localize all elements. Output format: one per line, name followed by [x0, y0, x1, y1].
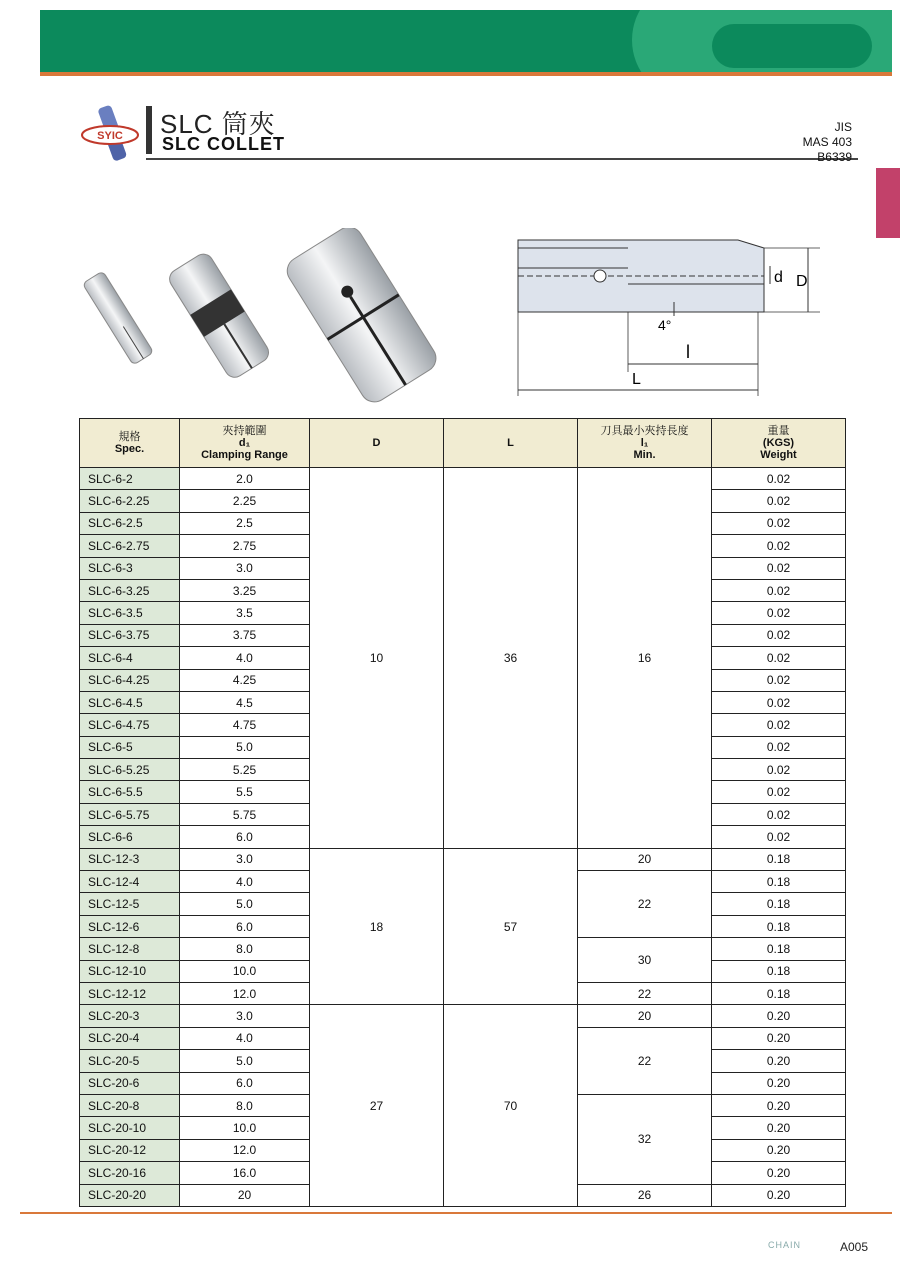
cell-range: 20 — [180, 1184, 310, 1206]
cell-weight: 0.02 — [712, 736, 846, 758]
cell-weight: 0.20 — [712, 1050, 846, 1072]
title-rule — [146, 158, 858, 160]
cell-range: 2.0 — [180, 468, 310, 490]
page-number: A005 — [840, 1240, 869, 1254]
cell-spec: SLC-20-8 — [80, 1094, 180, 1116]
cell-weight: 0.02 — [712, 602, 846, 624]
cell-weight: 0.02 — [712, 759, 846, 781]
cell-weight: 0.02 — [712, 512, 846, 534]
cell-spec: SLC-6-3.5 — [80, 602, 180, 624]
cell-weight: 0.20 — [712, 1117, 846, 1139]
dim-l1: l — [686, 342, 690, 362]
cell-spec: SLC-6-4.75 — [80, 714, 180, 736]
cell-weight: 0.20 — [712, 1027, 846, 1049]
cell-spec: SLC-12-12 — [80, 982, 180, 1004]
cell-spec: SLC-12-8 — [80, 938, 180, 960]
cell-spec: SLC-6-3.25 — [80, 579, 180, 601]
cell-spec: SLC-20-20 — [80, 1184, 180, 1206]
cell-weight: 0.02 — [712, 714, 846, 736]
cell-range: 6.0 — [180, 826, 310, 848]
cell-weight: 0.02 — [712, 781, 846, 803]
table-row — [80, 1005, 846, 1027]
table-row — [80, 468, 846, 490]
header-min-length: 刀具最小夾持長度 l₁ Min. — [578, 419, 712, 468]
page-title-en: SLC COLLET — [162, 134, 285, 154]
cell-min-length: 22 — [578, 871, 712, 938]
cell-spec: SLC-20-5 — [80, 1050, 180, 1072]
cell-min-length: 16 — [578, 468, 712, 849]
cell-weight: 0.20 — [712, 1072, 846, 1094]
cell-weight: 0.18 — [712, 848, 846, 870]
table-row — [80, 848, 846, 870]
cell-range: 3.5 — [180, 602, 310, 624]
cell-range: 3.0 — [180, 557, 310, 579]
cell-range: 3.25 — [180, 579, 310, 601]
cell-range: 6.0 — [180, 1072, 310, 1094]
cell-weight: 0.02 — [712, 579, 846, 601]
cell-spec: SLC-6-2 — [80, 468, 180, 490]
cell-weight: 0.02 — [712, 468, 846, 490]
cell-weight: 0.02 — [712, 691, 846, 713]
header-banner — [40, 10, 892, 72]
cell-range: 2.5 — [180, 512, 310, 534]
collet-photo — [80, 228, 480, 408]
cell-L: 70 — [444, 1005, 578, 1207]
cell-min-length: 20 — [578, 1005, 712, 1027]
cell-weight: 0.02 — [712, 647, 846, 669]
cell-spec: SLC-6-2.5 — [80, 512, 180, 534]
cell-min-length: 20 — [578, 848, 712, 870]
collet-drawing — [508, 226, 830, 402]
cell-spec: SLC-6-2.25 — [80, 490, 180, 512]
cell-min-length: 22 — [578, 1027, 712, 1094]
cell-D: 18 — [310, 848, 444, 1005]
footer-rule — [20, 1212, 892, 1214]
cell-spec: SLC-6-4 — [80, 647, 180, 669]
cell-weight: 0.18 — [712, 960, 846, 982]
cell-spec: SLC-20-4 — [80, 1027, 180, 1049]
logo-text: SYIC — [97, 130, 123, 142]
cell-spec: SLC-6-5.25 — [80, 759, 180, 781]
cell-range: 3.0 — [180, 1005, 310, 1027]
cell-spec: SLC-20-10 — [80, 1117, 180, 1139]
spec-table — [79, 418, 846, 1207]
table-header-row — [80, 419, 846, 468]
dim-d1: d — [774, 269, 783, 286]
cell-spec: SLC-12-3 — [80, 848, 180, 870]
standard-mas: MAS 403 — [802, 135, 852, 149]
banner-swoosh-inner — [712, 24, 872, 68]
cell-L: 57 — [444, 848, 578, 1005]
cell-spec: SLC-6-6 — [80, 826, 180, 848]
cell-min-length: 32 — [578, 1094, 712, 1184]
cell-spec: SLC-12-5 — [80, 893, 180, 915]
cell-range: 6.0 — [180, 915, 310, 937]
cell-range: 5.5 — [180, 781, 310, 803]
cell-D: 10 — [310, 468, 444, 849]
dim-angle: 4° — [658, 317, 672, 333]
cell-weight: 0.02 — [712, 535, 846, 557]
cell-range: 5.25 — [180, 759, 310, 781]
cell-range: 3.0 — [180, 848, 310, 870]
side-tab — [876, 168, 900, 238]
header-weight: 重量 (KGS) Weight — [712, 419, 846, 468]
cell-weight: 0.20 — [712, 1184, 846, 1206]
cell-spec: SLC-20-6 — [80, 1072, 180, 1094]
cell-spec: SLC-6-5.75 — [80, 803, 180, 825]
footer-logo: CHAIN — [768, 1240, 802, 1250]
cell-spec: SLC-6-4.5 — [80, 691, 180, 713]
cell-range: 16.0 — [180, 1162, 310, 1184]
cell-range: 4.75 — [180, 714, 310, 736]
cell-weight: 0.18 — [712, 893, 846, 915]
cell-spec: SLC-20-3 — [80, 1005, 180, 1027]
cell-range: 12.0 — [180, 982, 310, 1004]
header-spec: 規格 Spec. — [80, 419, 180, 468]
cell-range: 4.0 — [180, 647, 310, 669]
cell-spec: SLC-6-4.25 — [80, 669, 180, 691]
cell-min-length: 22 — [578, 982, 712, 1004]
cell-range: 10.0 — [180, 1117, 310, 1139]
cell-range: 5.0 — [180, 893, 310, 915]
cell-spec: SLC-6-5 — [80, 736, 180, 758]
cell-D: 27 — [310, 1005, 444, 1207]
cell-min-length: 30 — [578, 938, 712, 983]
cell-weight: 0.20 — [712, 1094, 846, 1116]
cell-spec: SLC-6-3 — [80, 557, 180, 579]
collet-small — [82, 271, 153, 365]
cell-weight: 0.20 — [712, 1162, 846, 1184]
cell-spec: SLC-12-10 — [80, 960, 180, 982]
cell-range: 4.25 — [180, 669, 310, 691]
header-D: D — [310, 419, 444, 468]
cell-weight: 0.02 — [712, 557, 846, 579]
cell-spec: SLC-6-3.75 — [80, 624, 180, 646]
cell-weight: 0.18 — [712, 938, 846, 960]
cell-weight: 0.18 — [712, 982, 846, 1004]
cell-L: 36 — [444, 468, 578, 849]
cell-weight: 0.02 — [712, 669, 846, 691]
cell-weight: 0.18 — [712, 871, 846, 893]
cell-range: 8.0 — [180, 1094, 310, 1116]
standards — [803, 120, 852, 165]
cell-range: 3.75 — [180, 624, 310, 646]
cell-spec: SLC-20-12 — [80, 1139, 180, 1161]
cell-weight: 0.20 — [712, 1005, 846, 1027]
standard-b: B6339 — [817, 150, 852, 164]
cell-range: 10.0 — [180, 960, 310, 982]
cell-range: 4.5 — [180, 691, 310, 713]
collet-large — [282, 228, 441, 407]
cell-spec: SLC-12-6 — [80, 915, 180, 937]
header-L: L — [444, 419, 578, 468]
cell-spec: SLC-12-4 — [80, 871, 180, 893]
header-range: 夾持範圍 d₁ Clamping Range — [180, 419, 310, 468]
cell-weight: 0.18 — [712, 915, 846, 937]
cell-range: 5.0 — [180, 736, 310, 758]
cell-weight: 0.02 — [712, 624, 846, 646]
cell-range: 4.0 — [180, 871, 310, 893]
collet-medium — [166, 250, 272, 381]
cell-weight: 0.02 — [712, 803, 846, 825]
cell-range: 8.0 — [180, 938, 310, 960]
cell-spec: SLC-6-2.75 — [80, 535, 180, 557]
cell-weight: 0.20 — [712, 1139, 846, 1161]
cell-range: 12.0 — [180, 1139, 310, 1161]
page-title-zh: SLC 筒夾 — [160, 109, 276, 139]
syic-logo — [80, 104, 142, 166]
cell-min-length: 26 — [578, 1184, 712, 1206]
cell-spec: SLC-6-5.5 — [80, 781, 180, 803]
cell-weight: 0.02 — [712, 490, 846, 512]
header-rule — [40, 72, 892, 76]
title-bar — [146, 106, 152, 154]
cell-range: 5.0 — [180, 1050, 310, 1072]
cell-range: 5.75 — [180, 803, 310, 825]
cell-spec: SLC-20-16 — [80, 1162, 180, 1184]
cell-range: 2.75 — [180, 535, 310, 557]
standard-jis: JIS — [834, 120, 852, 134]
dim-L: L — [632, 371, 641, 388]
cell-weight: 0.02 — [712, 826, 846, 848]
cell-range: 4.0 — [180, 1027, 310, 1049]
cell-range: 2.25 — [180, 490, 310, 512]
dim-D: D — [796, 273, 808, 290]
